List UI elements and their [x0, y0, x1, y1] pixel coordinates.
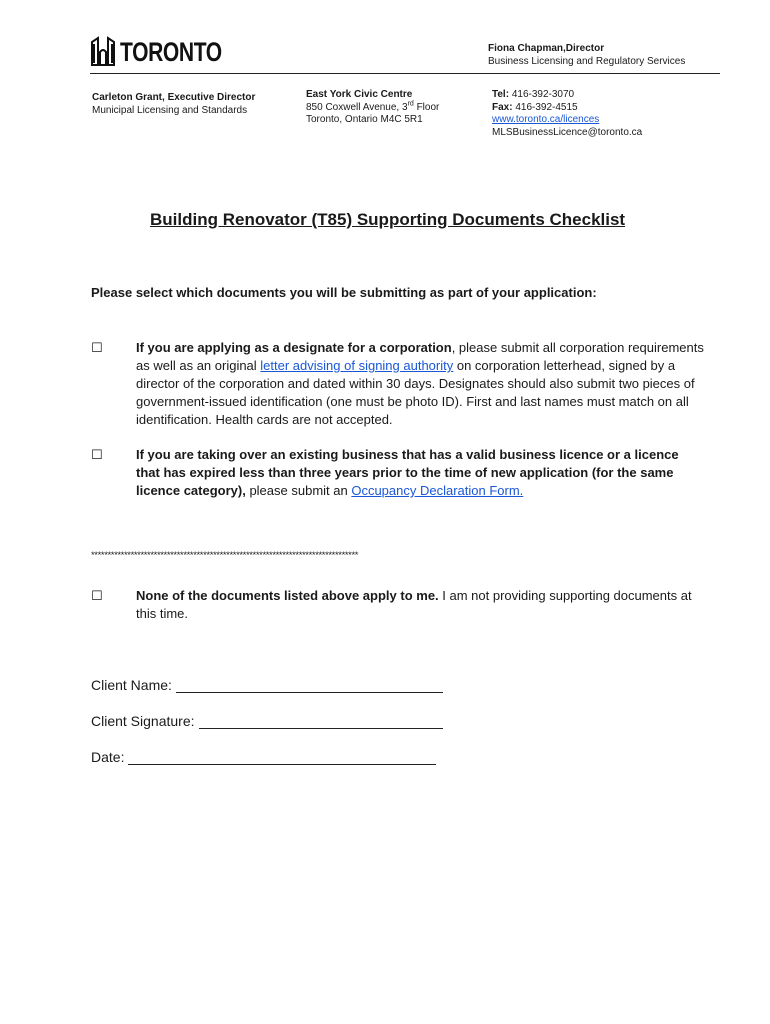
item-corporation-designate: If you are applying as a designate for a corporation, please submit all corporation requirements as well as an original letter advising of signing authority on corporation letterhead, signed by a director of the corporation and dated within 30 days. Designates should also submit two pieces of government-issued identification (one must be photo ID). First and last names must match on all identification. Health cards are not accepted. — [136, 340, 704, 427]
item-none-apply: None of the documents listed above apply to me. I am not providing supporting documents at this time. — [136, 588, 692, 621]
header-rule — [90, 73, 720, 74]
street-address: 850 Coxwell Avenue, 3rd Floor — [306, 100, 440, 113]
signing-authority-link[interactable]: letter advising of signing authority — [260, 358, 454, 373]
email-address: MLSBusinessLicence@toronto.ca — [492, 126, 643, 138]
client-signature-label: Client Signature: — [91, 713, 195, 729]
city-logo — [90, 34, 251, 66]
website-link[interactable]: www.toronto.ca/licences — [492, 114, 600, 125]
occupancy-declaration-link[interactable]: Occupancy Declaration Form. — [351, 483, 524, 498]
executive-name: Carleton Grant, Executive Director — [92, 92, 256, 103]
tel-line: Tel: 416-392-3070 — [492, 89, 575, 100]
checkbox-corporation-designate[interactable]: ☐ — [91, 340, 103, 355]
contact-block — [492, 89, 642, 139]
director-name: Fiona Chapman,Director — [488, 43, 605, 54]
fax-line: Fax: 416-392-4515 — [492, 101, 578, 113]
selection-prompt: Please select which documents you will be submitting as part of your application: — [91, 285, 597, 300]
separator-line: ********************************************************************************* — [91, 550, 359, 561]
client-signature-field — [91, 713, 443, 729]
document-title: Building Renovator (T85) Supporting Documents Checklist — [150, 210, 626, 229]
division-name: Business Licensing and Regulatory Services — [488, 56, 686, 67]
executive-unit: Municipal Licensing and Standards — [92, 104, 248, 116]
address-block — [306, 89, 439, 127]
client-name-field — [91, 677, 443, 693]
date-label: Date: — [91, 749, 125, 765]
date-input-line[interactable] — [128, 750, 436, 765]
client-signature-input-line[interactable] — [199, 714, 443, 729]
item-business-takeover: If you are taking over an existing business that has a valid business licence or a licence that has expired less than three years prior to the time of new application (for the same licence category), please submit an Occupancy Declaration Form. — [136, 447, 679, 498]
date-field — [91, 749, 436, 765]
city-hall-icon — [90, 34, 116, 66]
client-name-label: Client Name: — [91, 677, 172, 693]
checkbox-none-apply[interactable]: ☐ — [91, 588, 103, 603]
header-director-block — [488, 42, 685, 68]
executive-block — [92, 92, 255, 117]
client-name-input-line[interactable] — [176, 678, 443, 693]
office-name: East York Civic Centre — [306, 89, 413, 100]
city-line: Toronto, Ontario M4C 5R1 — [306, 114, 423, 125]
checkbox-business-takeover[interactable]: ☐ — [91, 447, 103, 462]
logo-wordmark: TORONTO — [120, 37, 222, 67]
